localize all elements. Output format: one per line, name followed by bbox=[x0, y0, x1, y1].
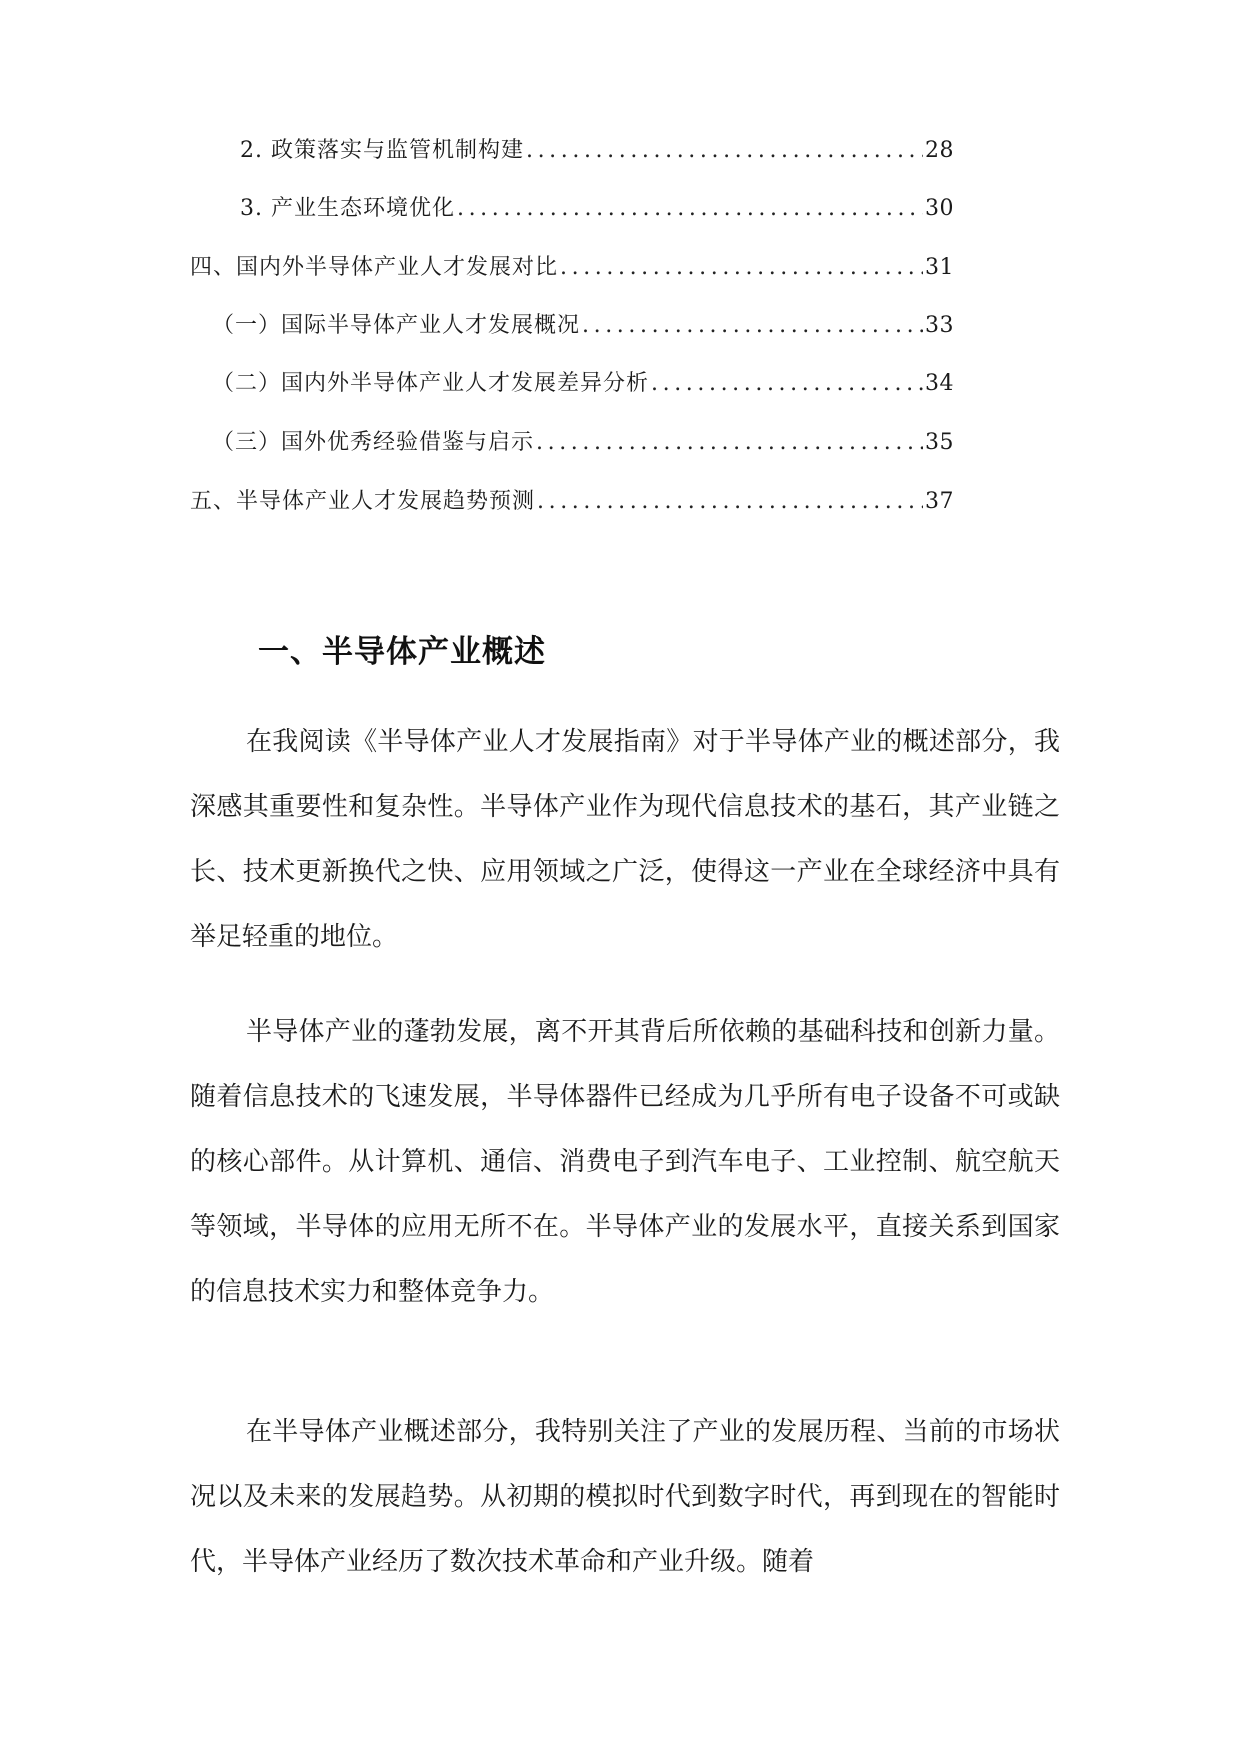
body-paragraph: 在半导体产业概述部分，我特别关注了产业的发展历程、当前的市场状况以及未来的发展趋势。从初期的模拟时代到数字时代，再到现在的智能时代，半导体产业经历了数次技术革命和产业升级。随着 bbox=[190, 1417, 1060, 1577]
toc-leader-dots bbox=[560, 253, 923, 283]
toc-entry[interactable] bbox=[212, 369, 954, 399]
toc-leader-dots bbox=[582, 311, 923, 341]
toc-leader-dots bbox=[537, 487, 923, 517]
toc-entry-page: 31 bbox=[925, 255, 954, 280]
toc-entry[interactable] bbox=[212, 311, 954, 341]
toc-entry[interactable] bbox=[212, 428, 954, 458]
toc-leader-dots bbox=[457, 194, 923, 224]
toc-entry-title: （二）国内外半导体产业人才发展差异分析 bbox=[212, 371, 650, 396]
toc-leader-dots bbox=[651, 369, 923, 399]
body-paragraph: 半导体产业的蓬勃发展，离不开其背后所依赖的基础科技和创新力量。随着信息技术的飞速发展，半导体器件已经成为几乎所有电子设备不可或缺的核心部件。从计算机、通信、消费电子到汽车电子、工业控制、航空航天等领域，半导体的应用无所不在。半导体产业的发展水平，直接关系到国家的信息技术实力和整体竞争力。 bbox=[190, 1017, 1060, 1307]
toc-entry[interactable] bbox=[240, 194, 954, 224]
toc-entry[interactable] bbox=[190, 487, 954, 517]
toc-entry-title: （一）国际半导体产业人才发展概况 bbox=[212, 313, 581, 338]
toc-entry-page: 35 bbox=[925, 430, 954, 455]
toc-entry-page: 33 bbox=[925, 313, 954, 338]
toc-entry-title: （三）国外优秀经验借鉴与启示 bbox=[212, 430, 535, 455]
toc-entry[interactable] bbox=[240, 136, 954, 166]
toc-entry-page: 30 bbox=[925, 196, 954, 221]
toc-entry-title: 五、半导体产业人才发展趋势预测 bbox=[190, 489, 536, 514]
toc-entry-title: 3. 产业生态环境优化 bbox=[240, 196, 455, 221]
toc-leader-dots bbox=[526, 136, 923, 166]
toc-entry-title: 四、国内外半导体产业人才发展对比 bbox=[190, 255, 559, 280]
toc-entry-title: 2. 政策落实与监管机制构建 bbox=[240, 138, 524, 163]
toc-entry-page: 34 bbox=[925, 371, 954, 396]
section-heading: 一、半导体产业概述 bbox=[258, 634, 546, 670]
toc-entry-page: 28 bbox=[925, 138, 954, 163]
body-paragraph: 在我阅读《半导体产业人才发展指南》对于半导体产业的概述部分，我深感其重要性和复杂性。半导体产业作为现代信息技术的基石，其产业链之长、技术更新换代之快、应用领域之广泛，使得这一产业在全球经济中具有举足轻重的地位。 bbox=[190, 727, 1060, 952]
toc-leader-dots bbox=[536, 428, 923, 458]
toc-entry-page: 37 bbox=[925, 489, 954, 514]
toc-entry[interactable] bbox=[190, 253, 954, 283]
